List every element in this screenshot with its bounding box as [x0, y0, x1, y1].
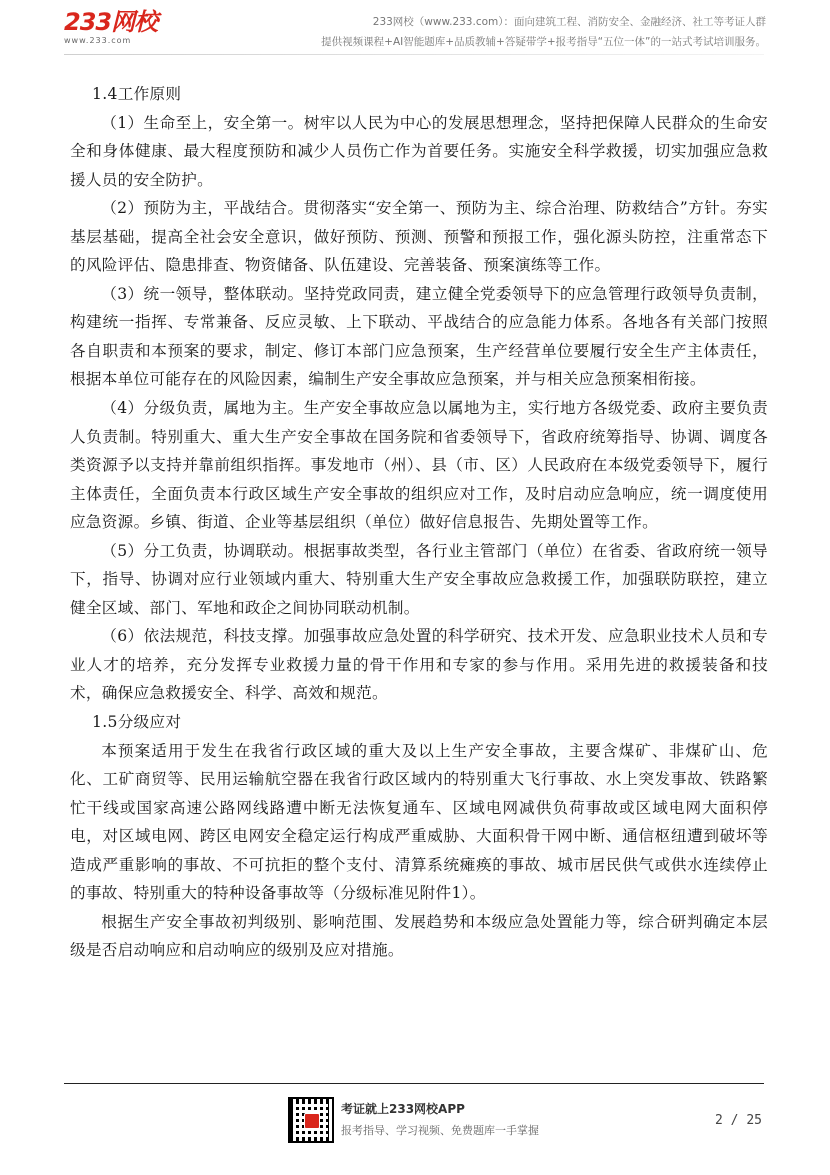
- header-divider: [64, 54, 764, 55]
- paragraph-response-level: 根据生产安全事故初判级别、影响范围、发展趋势和本级应急处置能力等，综合研判确定本层级是否启动响应和启动响应的级别及应对措施。: [70, 912, 768, 960]
- document-body: [70, 80, 768, 965]
- paragraph-principle-3: （3）统一领导，整体联动。坚持党政同责，建立健全党委领导下的应急管理行政领导负责制，构建统一指挥、专常兼备、反应灵敏、上下联动、平战结合的应急能力体系。各地各有关部门按照各自职责和本预案的要求，制定、修订本部门应急预案，生产经营单位要履行安全生产主体责任，根据本单位可能存在的风险因素，编制生产安全事故应急预案，并与相关应急预案相衔接。: [70, 284, 768, 389]
- logo-url: www.233.com: [64, 36, 132, 45]
- header-info-line1: 233网校（www.233.com）：面向建筑工程、消防安全、金融经济、社工等考证人群: [372, 16, 766, 28]
- paragraph-principle-2: （2）预防为主，平战结合。贯彻落实“安全第一、预防为主、综合治理、防救结合”方针。夯实基层基础，提高全社会安全意识，做好预防、预测、预警和预报工作，强化源头防控，注重常态下的风险评估、隐患排查、物资储备、队伍建设、完善装备、预案演练等工作。: [70, 199, 768, 275]
- header-info-line2: 提供视频课程+AI智能题库+品质教辅+答疑带学+报考指导“五位一体”的一站式考试培训服务。: [321, 36, 766, 48]
- qr-logo-badge: [304, 1113, 320, 1129]
- page-number: 2 / 25: [715, 1113, 762, 1128]
- paragraph-principle-1: （1）生命至上，安全第一。树牢以人民为中心的发展思想理念，坚持把保障人民群众的生命安全和身体健康、最大程度预防和减少人员伤亡作为首要任务。实施安全科学救援，切实加强应急救援人员的安全防护。: [70, 113, 768, 189]
- paragraph-principle-5: （5）分工负责，协调联动。根据事故类型，各行业主管部门（单位）在省委、省政府统一领导下，指导、协调对应行业领域内重大、特别重大生产安全事故应急救援工作，加强联防联控，建立健全区域、部门、军地和政企之间协同联动机制。: [70, 541, 768, 617]
- logo-text: 233网校: [64, 8, 158, 36]
- app-promo-title[interactable]: 考证就上233网校APP: [341, 1102, 465, 1116]
- paragraph-principle-6: （6）依法规范，科技支撑。加强事故应急处置的科学研究、技术开发、应急职业技术人员和专业人才的培养，充分发挥专业救援力量的骨干作用和专家的参与作用。采用先进的救援装备和技术，确保应急救援安全、科学、高效和规范。: [70, 627, 768, 703]
- section-heading-1-5: 1.5分级应对: [92, 713, 182, 732]
- footer-divider: [64, 1083, 764, 1084]
- section-heading-1-4: 1.4工作原则: [92, 85, 182, 103]
- paragraph-principle-4: （4）分级负责，属地为主。生产安全事故应急以属地为主，实行地方各级党委、政府主要负责人负责制。特别重大、重大生产安全事故在国务院和省委领导下，省政府统筹指导、协调、调度各类资源予以支持并靠前组织指挥。事发地市（州）、县（市、区）人民政府在本级党委领导下，履行主体责任，全面负责本行政区域生产安全事故的组织应对工作，及时启动应急响应，统一调度使用应急资源。乡镇、街道、企业等基层组织（单位）做好信息报告、先期处置等工作。: [70, 399, 768, 532]
- header-info: [321, 12, 766, 52]
- page-header: [0, 0, 830, 58]
- brand-logo[interactable]: [64, 8, 157, 46]
- app-promo-subtitle: 报考指导、学习视频、免费题库一手掌握: [341, 1124, 539, 1137]
- paragraph-scope: 本预案适用于发生在我省行政区域的重大及以上生产安全事故，主要含煤矿、非煤矿山、危化、工矿商贸等、民用运输航空器在我省行政区域内的特别重大飞行事故、水上突发事故、铁路繁忙干线或国家高速公路网线路遭中断无法恢复通车、区域电网减供负荷事故或区域电网大面积停电，对区域电网、跨区电网安全稳定运行构成严重威胁、大面积骨干网中断、通信枢纽遭到破坏等造成严重影响的事故、不可抗拒的整个支付、清算系统瘫痪的事故、城市居民供气或供水连续停止的事故、特别重大的特种设备事故等（分级标准见附件1）。: [70, 741, 768, 903]
